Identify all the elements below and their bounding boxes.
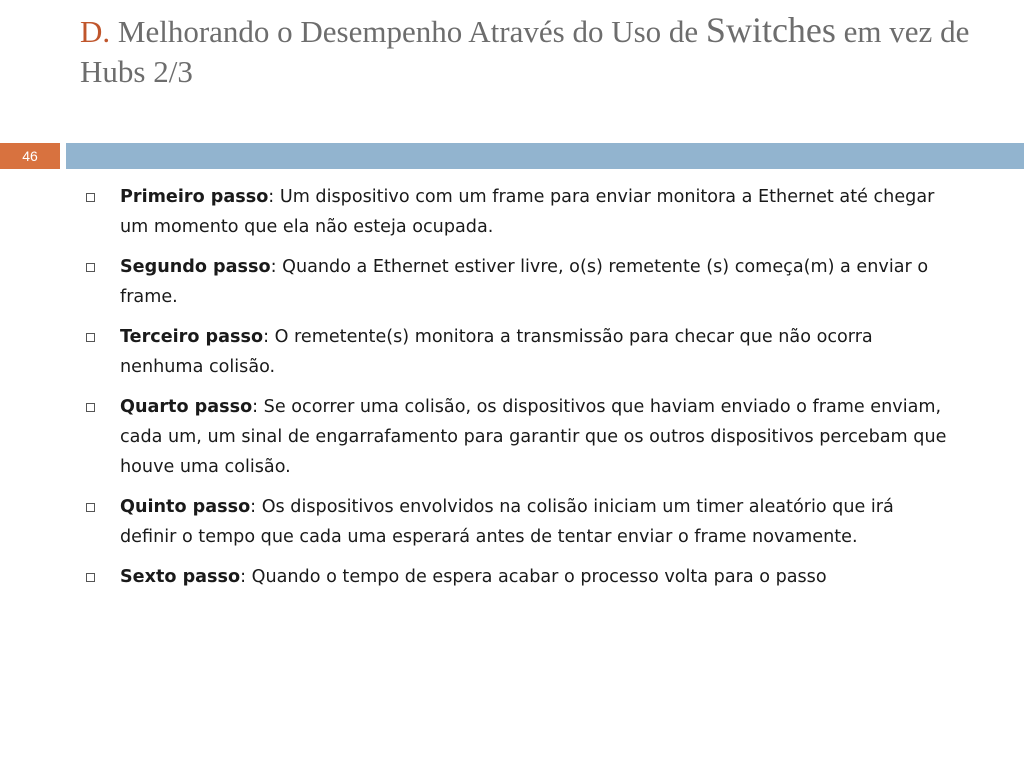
list-item <box>84 252 954 312</box>
square-bullet-icon <box>86 403 95 412</box>
step-text: Se ocorrer uma colisão, os dispositivos que haviam enviado o frame enviam, cada um, um sinal de engarrafamento para garantir que os outros dispositivos percebam que houve uma colisão. <box>120 397 947 477</box>
list-item <box>84 562 954 592</box>
list-item <box>84 392 954 482</box>
slide-title <box>80 10 980 92</box>
list-item <box>84 182 954 242</box>
title-text-part2: em vez de Hubs 2/3 <box>80 14 970 89</box>
step-name: Quinto passo <box>120 497 251 517</box>
square-bullet-icon <box>86 333 95 342</box>
square-bullet-icon <box>86 263 95 272</box>
step-text: Os dispositivos envolvidos na colisão iniciam um timer aleatório que irá definir o tempo que cada uma esperará antes de tentar enviar o frame novamente. <box>120 497 894 547</box>
step-colon: : <box>250 497 257 517</box>
title-emphasis: Switches <box>705 10 836 50</box>
step-colon: : <box>263 327 269 347</box>
square-bullet-icon <box>86 193 95 202</box>
step-name: Primeiro passo <box>120 187 269 207</box>
slide-number: 46 <box>0 143 60 169</box>
step-colon: : <box>268 187 275 207</box>
step-name: Sexto passo <box>120 567 241 587</box>
step-text: Um dispositivo com um frame para enviar monitora a Ethernet até chegar um momento que ela não esteja ocupada. <box>120 187 935 237</box>
square-bullet-icon <box>86 503 95 512</box>
step-text: O remetente(s) monitora a transmissão para checar que não ocorra nenhuma colisão. <box>120 327 873 377</box>
step-name: Terceiro passo <box>120 327 264 347</box>
list-item <box>84 322 954 382</box>
list-item <box>84 492 954 552</box>
step-name: Quarto passo <box>120 397 253 417</box>
square-bullet-icon <box>86 573 95 582</box>
step-text: Quando a Ethernet estiver livre, o(s) remetente (s) começa(m) a enviar o frame. <box>120 257 929 307</box>
step-colon: : <box>270 257 277 277</box>
title-section-letter: D. <box>80 14 111 49</box>
step-colon: : <box>252 397 259 417</box>
header-bar <box>66 143 1024 169</box>
title-text-part1: Melhorando o Desempenho Através do Uso de <box>110 14 706 49</box>
step-text: Quando o tempo de espera acabar o processo volta para o passo <box>246 567 827 587</box>
step-colon: : <box>240 567 247 587</box>
steps-list <box>84 182 954 602</box>
step-name: Segundo passo <box>120 257 271 277</box>
